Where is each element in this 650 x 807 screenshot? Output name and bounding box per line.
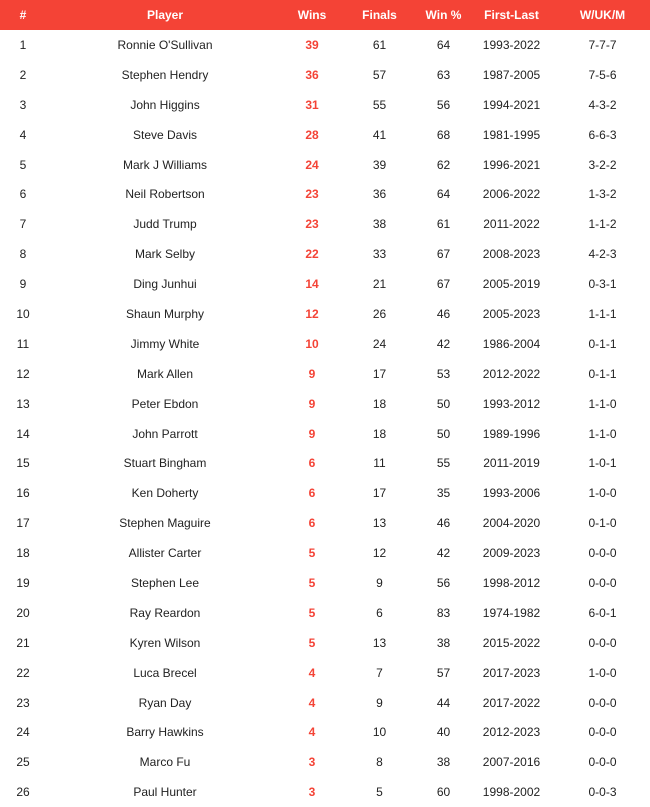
cell-wins: 14 — [305, 277, 319, 292]
cell-rank: 18 — [16, 546, 30, 561]
table-row — [0, 628, 650, 658]
cell-wins: 36 — [305, 67, 319, 82]
cell-finals: 11 — [373, 456, 386, 471]
table-row — [0, 30, 650, 60]
table-row — [0, 717, 650, 747]
cell-w-uk-m: 6-0-1 — [588, 605, 617, 620]
cell-win-percent: 68 — [436, 127, 451, 142]
cell-finals: 33 — [372, 247, 387, 262]
cell-first-last: 1993-2006 — [482, 486, 541, 501]
cell-finals: 55 — [372, 97, 387, 112]
cell-rank: 1 — [19, 37, 27, 52]
cell-w-uk-m: 0-0-0 — [588, 695, 617, 710]
cell-player: Mark Allen — [136, 366, 194, 381]
cell-wins: 5 — [308, 605, 316, 620]
cell-rank: 11 — [16, 336, 30, 351]
cell-w-uk-m: 6-6-3 — [588, 127, 617, 142]
cell-player: Judd Trump — [133, 217, 197, 232]
cell-win-percent: 40 — [436, 725, 451, 740]
cell-first-last: 1996-2021 — [482, 157, 541, 172]
table-row — [0, 598, 650, 628]
cell-first-last: 1998-2002 — [482, 785, 541, 800]
cell-w-uk-m: 7-7-7 — [588, 37, 617, 52]
cell-player: Luca Brecel — [133, 665, 197, 680]
cell-first-last: 2012-2022 — [482, 366, 541, 381]
cell-w-uk-m: 0-0-0 — [588, 725, 617, 740]
table-row — [0, 389, 650, 419]
cell-finals: 38 — [372, 217, 387, 232]
cell-w-uk-m: 0-1-1 — [588, 366, 617, 381]
cell-finals: 17 — [372, 486, 387, 501]
cell-w-uk-m: 4-2-3 — [588, 247, 617, 262]
cell-win-percent: 42 — [436, 336, 451, 351]
table-row — [0, 777, 650, 807]
table-header-row — [0, 0, 650, 30]
cell-player: John Higgins — [130, 97, 200, 112]
cell-w-uk-m: 3-2-2 — [588, 157, 617, 172]
cell-wins: 9 — [308, 426, 316, 441]
cell-win-percent: 55 — [436, 456, 451, 471]
cell-player: Ding Junhui — [133, 277, 197, 292]
cell-win-percent: 64 — [436, 37, 451, 52]
cell-wins: 9 — [308, 366, 316, 381]
cell-rank: 17 — [16, 516, 30, 531]
header-first-last: First-Last — [484, 8, 539, 22]
table-body — [0, 30, 650, 807]
cell-w-uk-m: 0-0-0 — [588, 635, 617, 650]
cell-player: Peter Ebdon — [131, 396, 199, 411]
cell-w-uk-m: 1-0-1 — [588, 456, 617, 471]
cell-player: Ken Doherty — [131, 486, 199, 501]
cell-wins: 4 — [308, 695, 316, 710]
cell-finals: 5 — [376, 785, 383, 800]
cell-first-last: 1993-2022 — [482, 37, 541, 52]
cell-first-last: 1987-2005 — [482, 67, 541, 82]
cell-player: Stephen Hendry — [121, 67, 209, 82]
cell-w-uk-m: 0-0-0 — [588, 575, 617, 590]
table-row — [0, 538, 650, 568]
cell-finals: 41 — [372, 127, 387, 142]
header-w-uk-m: W/UK/M — [579, 8, 626, 22]
cell-player: Barry Hawkins — [126, 725, 204, 740]
cell-win-percent: 63 — [436, 67, 451, 82]
cell-finals: 7 — [376, 665, 383, 680]
table-row — [0, 239, 650, 269]
cell-first-last: 2011-2019 — [483, 456, 540, 471]
cell-wins: 3 — [308, 755, 316, 770]
cell-wins: 12 — [305, 306, 319, 321]
cell-win-percent: 38 — [436, 635, 451, 650]
cell-rank: 21 — [16, 635, 30, 650]
cell-finals: 9 — [376, 695, 383, 710]
cell-finals: 10 — [372, 725, 387, 740]
cell-first-last: 2004-2020 — [482, 516, 541, 531]
cell-w-uk-m: 0-0-0 — [588, 755, 617, 770]
cell-wins: 10 — [305, 336, 319, 351]
cell-win-percent: 62 — [436, 157, 451, 172]
cell-player: John Parrott — [132, 426, 198, 441]
cell-player: Stuart Bingham — [123, 456, 207, 471]
cell-win-percent: 57 — [436, 665, 451, 680]
cell-w-uk-m: 7-5-6 — [588, 67, 617, 82]
cell-finals: 18 — [372, 396, 387, 411]
cell-first-last: 2006-2022 — [482, 187, 541, 202]
cell-w-uk-m: 1-0-0 — [588, 486, 617, 501]
cell-wins: 31 — [305, 97, 319, 112]
table-row — [0, 747, 650, 777]
table-row — [0, 658, 650, 688]
cell-first-last: 1974-1982 — [482, 605, 541, 620]
cell-first-last: 1981-1995 — [482, 127, 541, 142]
cell-win-percent: 60 — [436, 785, 451, 800]
cell-w-uk-m: 0-3-1 — [588, 277, 617, 292]
table-row — [0, 478, 650, 508]
cell-win-percent: 53 — [436, 366, 451, 381]
table-row — [0, 508, 650, 538]
cell-wins: 4 — [308, 665, 316, 680]
cell-finals: 36 — [372, 187, 387, 202]
header-win-percent: Win % — [425, 8, 462, 22]
cell-player: Stephen Lee — [130, 575, 200, 590]
cell-finals: 24 — [372, 336, 387, 351]
table-row — [0, 359, 650, 389]
cell-player: Ronnie O'Sullivan — [117, 37, 213, 52]
cell-finals: 18 — [372, 426, 387, 441]
cell-wins: 9 — [308, 396, 316, 411]
table-row — [0, 150, 650, 180]
cell-first-last: 2007-2016 — [482, 755, 541, 770]
cell-finals: 61 — [372, 37, 387, 52]
cell-first-last: 2012-2023 — [482, 725, 541, 740]
cell-first-last: 2017-2022 — [482, 695, 541, 710]
cell-wins: 6 — [308, 486, 316, 501]
cell-win-percent: 38 — [436, 755, 451, 770]
cell-first-last: 2009-2023 — [482, 546, 541, 561]
cell-win-percent: 42 — [436, 546, 451, 561]
cell-wins: 5 — [308, 575, 316, 590]
cell-win-percent: 56 — [436, 97, 451, 112]
cell-first-last: 1989-1996 — [482, 426, 541, 441]
cell-player: Shaun Murphy — [125, 306, 205, 321]
cell-win-percent: 46 — [436, 306, 451, 321]
cell-player: Steve Davis — [132, 127, 198, 142]
cell-first-last: 1994-2021 — [482, 97, 541, 112]
cell-wins: 23 — [305, 187, 319, 202]
cell-rank: 16 — [16, 486, 30, 501]
table-row — [0, 299, 650, 329]
header-rank: # — [19, 8, 27, 22]
cell-player: Stephen Maguire — [119, 516, 211, 531]
cell-rank: 8 — [19, 247, 27, 262]
table-row — [0, 179, 650, 209]
table-row — [0, 329, 650, 359]
cell-rank: 10 — [16, 306, 30, 321]
cell-finals: 13 — [372, 635, 387, 650]
cell-rank: 5 — [19, 157, 27, 172]
cell-wins: 5 — [308, 546, 316, 561]
cell-player: Marco Fu — [139, 755, 191, 770]
cell-w-uk-m: 0-0-0 — [588, 546, 617, 561]
cell-wins: 22 — [305, 247, 319, 262]
cell-win-percent: 64 — [436, 187, 451, 202]
cell-w-uk-m: 1-3-2 — [588, 187, 617, 202]
cell-finals: 8 — [376, 755, 383, 770]
header-wins: Wins — [297, 8, 327, 22]
cell-first-last: 1998-2012 — [482, 575, 541, 590]
table-row — [0, 90, 650, 120]
cell-first-last: 2015-2022 — [482, 635, 541, 650]
cell-rank: 2 — [19, 67, 27, 82]
cell-w-uk-m: 0-1-1 — [588, 336, 617, 351]
cell-finals: 6 — [376, 605, 383, 620]
table-row — [0, 269, 650, 299]
cell-wins: 6 — [308, 456, 316, 471]
cell-finals: 9 — [376, 575, 383, 590]
cell-player: Allister Carter — [128, 546, 202, 561]
cell-wins: 24 — [305, 157, 319, 172]
cell-rank: 6 — [19, 187, 27, 202]
cell-finals: 39 — [372, 157, 387, 172]
cell-first-last: 2017-2023 — [482, 665, 541, 680]
cell-wins: 39 — [305, 37, 319, 52]
cell-rank: 20 — [16, 605, 30, 620]
cell-win-percent: 35 — [436, 486, 451, 501]
header-player: Player — [146, 8, 184, 22]
cell-rank: 15 — [16, 456, 30, 471]
cell-wins: 5 — [308, 635, 316, 650]
cell-rank: 3 — [19, 97, 27, 112]
cell-win-percent: 50 — [436, 396, 451, 411]
cell-player: Jimmy White — [130, 336, 200, 351]
cell-rank: 23 — [16, 695, 30, 710]
cell-w-uk-m: 1-1-2 — [588, 217, 617, 232]
cell-player: Mark Selby — [134, 247, 196, 262]
cell-win-percent: 46 — [436, 516, 451, 531]
cell-rank: 26 — [16, 785, 30, 800]
cell-win-percent: 56 — [436, 575, 451, 590]
cell-wins: 4 — [308, 725, 316, 740]
table-row — [0, 448, 650, 478]
cell-win-percent: 44 — [436, 695, 451, 710]
cell-rank: 13 — [16, 396, 30, 411]
cell-w-uk-m: 1-1-0 — [588, 426, 617, 441]
cell-rank: 7 — [19, 217, 27, 232]
cell-w-uk-m: 0-0-3 — [588, 785, 617, 800]
cell-wins: 28 — [305, 127, 319, 142]
cell-player: Kyren Wilson — [129, 635, 201, 650]
cell-finals: 26 — [372, 306, 387, 321]
cell-player: Ryan Day — [138, 695, 192, 710]
cell-finals: 57 — [372, 67, 387, 82]
table-row — [0, 419, 650, 449]
cell-first-last: 2005-2023 — [482, 306, 541, 321]
cell-first-last: 1986-2004 — [482, 336, 541, 351]
cell-first-last: 1993-2012 — [482, 396, 541, 411]
cell-finals: 12 — [372, 546, 387, 561]
cell-rank: 24 — [16, 725, 30, 740]
cell-win-percent: 50 — [436, 426, 451, 441]
cell-finals: 21 — [372, 277, 387, 292]
cell-finals: 13 — [372, 516, 387, 531]
header-finals: Finals — [362, 8, 397, 22]
table-row — [0, 60, 650, 90]
cell-w-uk-m: 0-1-0 — [588, 516, 617, 531]
cell-win-percent: 67 — [436, 277, 451, 292]
cell-wins: 3 — [308, 785, 316, 800]
cell-first-last: 2005-2019 — [482, 277, 541, 292]
cell-wins: 6 — [308, 516, 316, 531]
cell-rank: 22 — [16, 665, 30, 680]
cell-rank: 25 — [16, 755, 30, 770]
cell-player: Paul Hunter — [133, 785, 197, 800]
cell-w-uk-m: 4-3-2 — [588, 97, 617, 112]
cell-w-uk-m: 1-0-0 — [588, 665, 617, 680]
cell-first-last: 2008-2023 — [482, 247, 541, 262]
cell-win-percent: 67 — [436, 247, 451, 262]
cell-win-percent: 61 — [436, 217, 451, 232]
cell-w-uk-m: 1-1-1 — [588, 306, 617, 321]
cell-rank: 14 — [16, 426, 30, 441]
table-row — [0, 568, 650, 598]
cell-first-last: 2011-2022 — [483, 217, 540, 232]
table-row — [0, 209, 650, 239]
cell-rank: 4 — [19, 127, 27, 142]
cell-player: Ray Reardon — [129, 605, 201, 620]
cell-finals: 17 — [372, 366, 387, 381]
cell-player: Neil Robertson — [125, 187, 205, 202]
cell-w-uk-m: 1-1-0 — [588, 396, 617, 411]
cell-rank: 9 — [19, 277, 27, 292]
table-row — [0, 120, 650, 150]
cell-rank: 19 — [16, 575, 30, 590]
table-row — [0, 688, 650, 718]
cell-wins: 23 — [305, 217, 319, 232]
cell-rank: 12 — [16, 366, 30, 381]
cell-win-percent: 83 — [436, 605, 451, 620]
cell-player: Mark J Williams — [123, 157, 207, 172]
